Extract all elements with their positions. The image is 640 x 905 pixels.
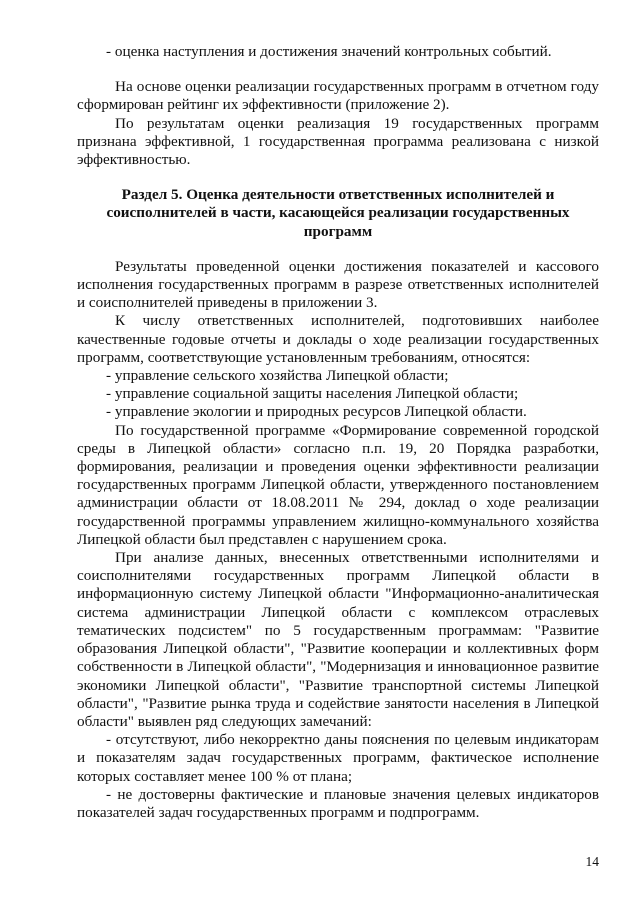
paragraph-analysis: При анализе данных, внесенных ответственными исполнителями и соисполнителями государственных программ Липецкой области в информационную систему Липецкой области "Информационно-аналитическая система администрации Липецкой области с комплексом отраслевых тематических подсистем" по 5 государственным программам: "Развитие образования Липецкой области", "Развитие кооперации и коллективных форм собственности в Липецкой области", "Модернизация и инновационное развитие экономики Липецкой области", "Развитие транспортной системы Липецкой области", "Развитие рынка труда и содействие занятости населения в Липецкой области" выявлен ряд следующих замечаний: <box>77 549 599 730</box>
section-heading <box>77 186 599 241</box>
paragraph-late-report: По государственной программе «Формирование современной городской среды в Липецкой области» согласно п.п. 19, 20 Порядка разработки, формирования, реализации и проведения оценки эффективности реализации государственных программ Липецкой области, утвержденного постановлением администрации области от 18.08.2011 № 294, доклад о ходе реализации государственной программы управлением жилищно-коммунального хозяйства Липецкой области был представлен с нарушением срока. <box>77 421 599 548</box>
list-item: - не достоверны фактические и плановые значения целевых индикаторов показателей задач государственных программ и подпрограмм. <box>77 785 599 821</box>
page-body <box>77 43 599 822</box>
section-heading-line: соисполнителей в части, касающейся реализации государственных <box>106 204 570 222</box>
list-item: - управление сельского хозяйства Липецкой области; <box>106 367 449 385</box>
paragraph-rating: На основе оценки реализации государственных программ в отчетном году сформирован рейтинг их эффективности (приложение 2). <box>77 78 599 114</box>
section-heading-line: программ <box>303 222 373 240</box>
paragraph-best-reports: К числу ответственных исполнителей, подготовивших наиболее качественные годовые отчеты и доклады о ходе реализации государственных программ, соответствующие установленным требованиям, относятся: <box>77 312 599 366</box>
list-item: - управление социальной защиты населения Липецкой области; <box>106 385 519 403</box>
paragraph-evaluation-results: По результатам оценки реализация 19 государственных программ признана эффективной, 1 государственная программа реализована с низкой эффективностью. <box>77 114 599 169</box>
list-item: - управление экологии и природных ресурсов Липецкой области. <box>106 403 527 421</box>
section-heading-line: Раздел 5. Оценка деятельности ответственных исполнителей и <box>121 186 555 204</box>
page-number: 14 <box>585 854 599 869</box>
paragraph-results-appendix: Результаты проведенной оценки достижения показателей и кассового исполнения государственных программ в разрезе ответственных исполнителей и соисполнителей приведены в приложении 3. <box>77 257 599 312</box>
list-item: - отсутствуют, либо некорректно даны пояснения по целевым индикаторам и показателям задач государственных программ, фактическое исполнение которых составляет менее 100 % от плана; <box>77 731 599 785</box>
bullet-control-events: - оценка наступления и достижения значений контрольных событий. <box>106 43 552 60</box>
